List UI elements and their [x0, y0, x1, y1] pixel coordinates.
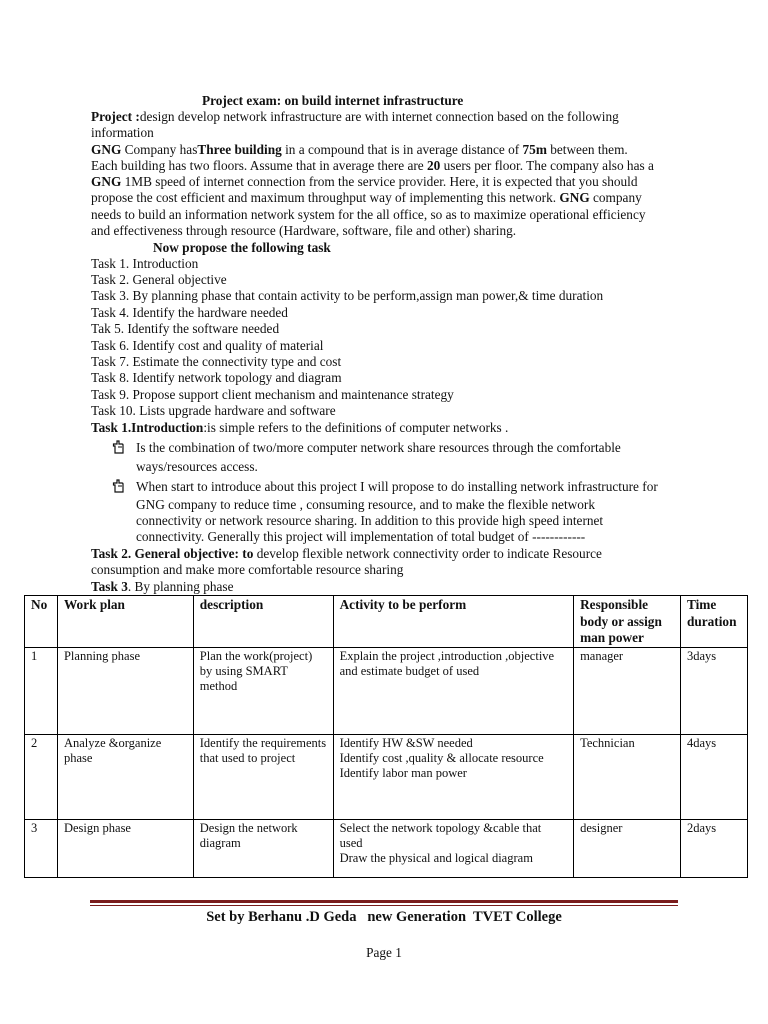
project-label: Project :	[91, 109, 140, 124]
cell-no: 1	[25, 648, 58, 735]
footer-divider	[90, 905, 678, 906]
table-header-row	[25, 596, 748, 648]
task-item: Task 8. Identify network topology and diagram	[91, 370, 342, 385]
gng-bold: GNG	[91, 142, 122, 157]
header-time: Time duration	[680, 596, 747, 648]
cell-responsible: designer	[574, 820, 681, 878]
text: between them.	[546, 142, 628, 157]
cell-time: 3days	[680, 648, 747, 735]
task-item: Task 10. Lists upgrade hardware and software	[91, 403, 336, 418]
cell-time: 4days	[680, 735, 747, 820]
para-line-1	[91, 142, 628, 158]
footer-credit: Set by Berhanu .D Geda new Generation TVET College	[206, 909, 562, 925]
text: users per floor. The company also has a	[440, 158, 654, 173]
project-text: design develop network infrastructure are with internet connection based on the following	[139, 109, 619, 124]
bullet-line: GNG company to reduce time , consuming resource, and to make the flexible network	[136, 497, 595, 512]
text: 1MB speed of internet connection from the service provider. Here, it is expected that you should	[121, 174, 638, 189]
three-building-bold: Three building	[197, 142, 282, 157]
page-number: Page 1	[366, 945, 402, 960]
project-line-2: information	[91, 125, 154, 140]
task1-text: :is simple refers to the definitions of computer networks .	[203, 420, 509, 435]
pointing-hand-icon	[112, 479, 124, 498]
project-line	[91, 109, 619, 125]
para-line-4	[91, 190, 642, 206]
cell-time: 2days	[680, 820, 747, 878]
activity-line: Identify HW &SW needed	[339, 736, 473, 750]
cell-responsible: Technician	[574, 735, 681, 820]
table-row	[25, 820, 748, 878]
cell-work-plan: Analyze &organize phase	[57, 735, 193, 820]
bullet-line: ways/resources access.	[136, 459, 258, 474]
task3-text: . By planning phase	[127, 579, 234, 594]
users-bold: 20	[427, 158, 441, 173]
bullet-line: When start to introduce about this project I will propose to do installing network infrastructure for	[136, 479, 658, 494]
para-line-3	[91, 174, 638, 190]
task-item: Task 1. Introduction	[91, 256, 199, 271]
text: company	[589, 190, 642, 205]
task1-label: Task 1.Introduction	[91, 420, 204, 435]
task-item: Task 7. Estimate the connectivity type and cost	[91, 354, 342, 369]
table-row	[25, 648, 748, 735]
activity-line: Draw the physical and logical diagram	[339, 851, 533, 865]
cell-activity	[333, 648, 573, 735]
task1-line	[91, 420, 508, 436]
page-title: Project exam: on build internet infrastructure	[202, 93, 464, 108]
header-work-plan: Work plan	[57, 596, 193, 648]
task-item: Task 6. Identify cost and quality of material	[91, 338, 324, 353]
activity-line: Identify labor man power	[339, 766, 467, 780]
cell-no: 3	[25, 820, 58, 878]
bullet-line: connectivity. Generally this project will implementation of total budget of ------------	[136, 529, 586, 544]
cell-work-plan: Design phase	[57, 820, 193, 878]
task3-label: Task 3	[91, 579, 128, 594]
task2-line	[91, 546, 602, 562]
para-line-6: and effectiveness through resource (Hardware, software, file and other) sharing.	[91, 223, 517, 238]
cell-description: Plan the work(project) by using SMART method	[193, 648, 333, 735]
bullet-line: connectivity or network resource sharing. In addition to this provide high speed internet	[136, 513, 604, 528]
activity-line: Explain the project ,introduction ,objective and estimate budget of used	[339, 649, 555, 678]
planning-table	[24, 595, 748, 878]
cell-work-plan: Planning phase	[57, 648, 193, 735]
task2-text: develop flexible network connectivity order to indicate Resource	[253, 546, 602, 561]
bullet-line: Is the combination of two/more computer network share resources through the comfortable	[136, 440, 621, 455]
pointing-hand-icon	[112, 440, 124, 459]
para-line-5: needs to build an information network system for the all office, so as to maximize operational efficiency	[91, 207, 646, 222]
cell-description: Design the network diagram	[193, 820, 333, 878]
text: Company has	[121, 142, 198, 157]
text: Each building has two floors. Assume that in average there are	[91, 158, 428, 173]
task-item: Task 9. Propose support client mechanism and maintenance strategy	[91, 387, 454, 402]
table-row	[25, 735, 748, 820]
text: propose the cost efficient and maximum throughput way of implementing this network.	[91, 190, 560, 205]
task-item: Tak 5. Identify the software needed	[91, 321, 280, 336]
activity-line: Identify cost ,quality & allocate resource	[339, 751, 544, 765]
task2-line-2: consumption and make more comfortable resource sharing	[91, 562, 404, 577]
task3-line	[91, 579, 233, 595]
cell-responsible: manager	[574, 648, 681, 735]
activity-line: Select the network topology &cable that used	[339, 821, 542, 850]
task-item: Task 4. Identify the hardware needed	[91, 305, 288, 320]
para-line-2	[91, 158, 654, 174]
task-heading: Now propose the following task	[153, 240, 331, 255]
header-responsible: Responsible body or assign man power	[574, 596, 681, 648]
footer-divider	[90, 900, 678, 903]
cell-activity	[333, 735, 573, 820]
task-item: Task 2. General objective	[91, 272, 227, 287]
task-item: Task 3. By planning phase that contain activity to be perform,assign man power,& time duration	[91, 288, 604, 303]
cell-activity	[333, 820, 573, 878]
text: in a compound that is in average distance of	[281, 142, 523, 157]
header-no: No	[25, 596, 58, 648]
header-description: description	[193, 596, 333, 648]
gng-bold: GNG	[91, 174, 122, 189]
task2-label: Task 2. General objective: to	[91, 546, 254, 561]
header-activity: Activity to be perform	[333, 596, 573, 648]
cell-description: Identify the requirements that used to project	[193, 735, 333, 820]
distance-bold: 75m	[522, 142, 547, 157]
cell-no: 2	[25, 735, 58, 820]
gng-bold: GNG	[559, 190, 590, 205]
